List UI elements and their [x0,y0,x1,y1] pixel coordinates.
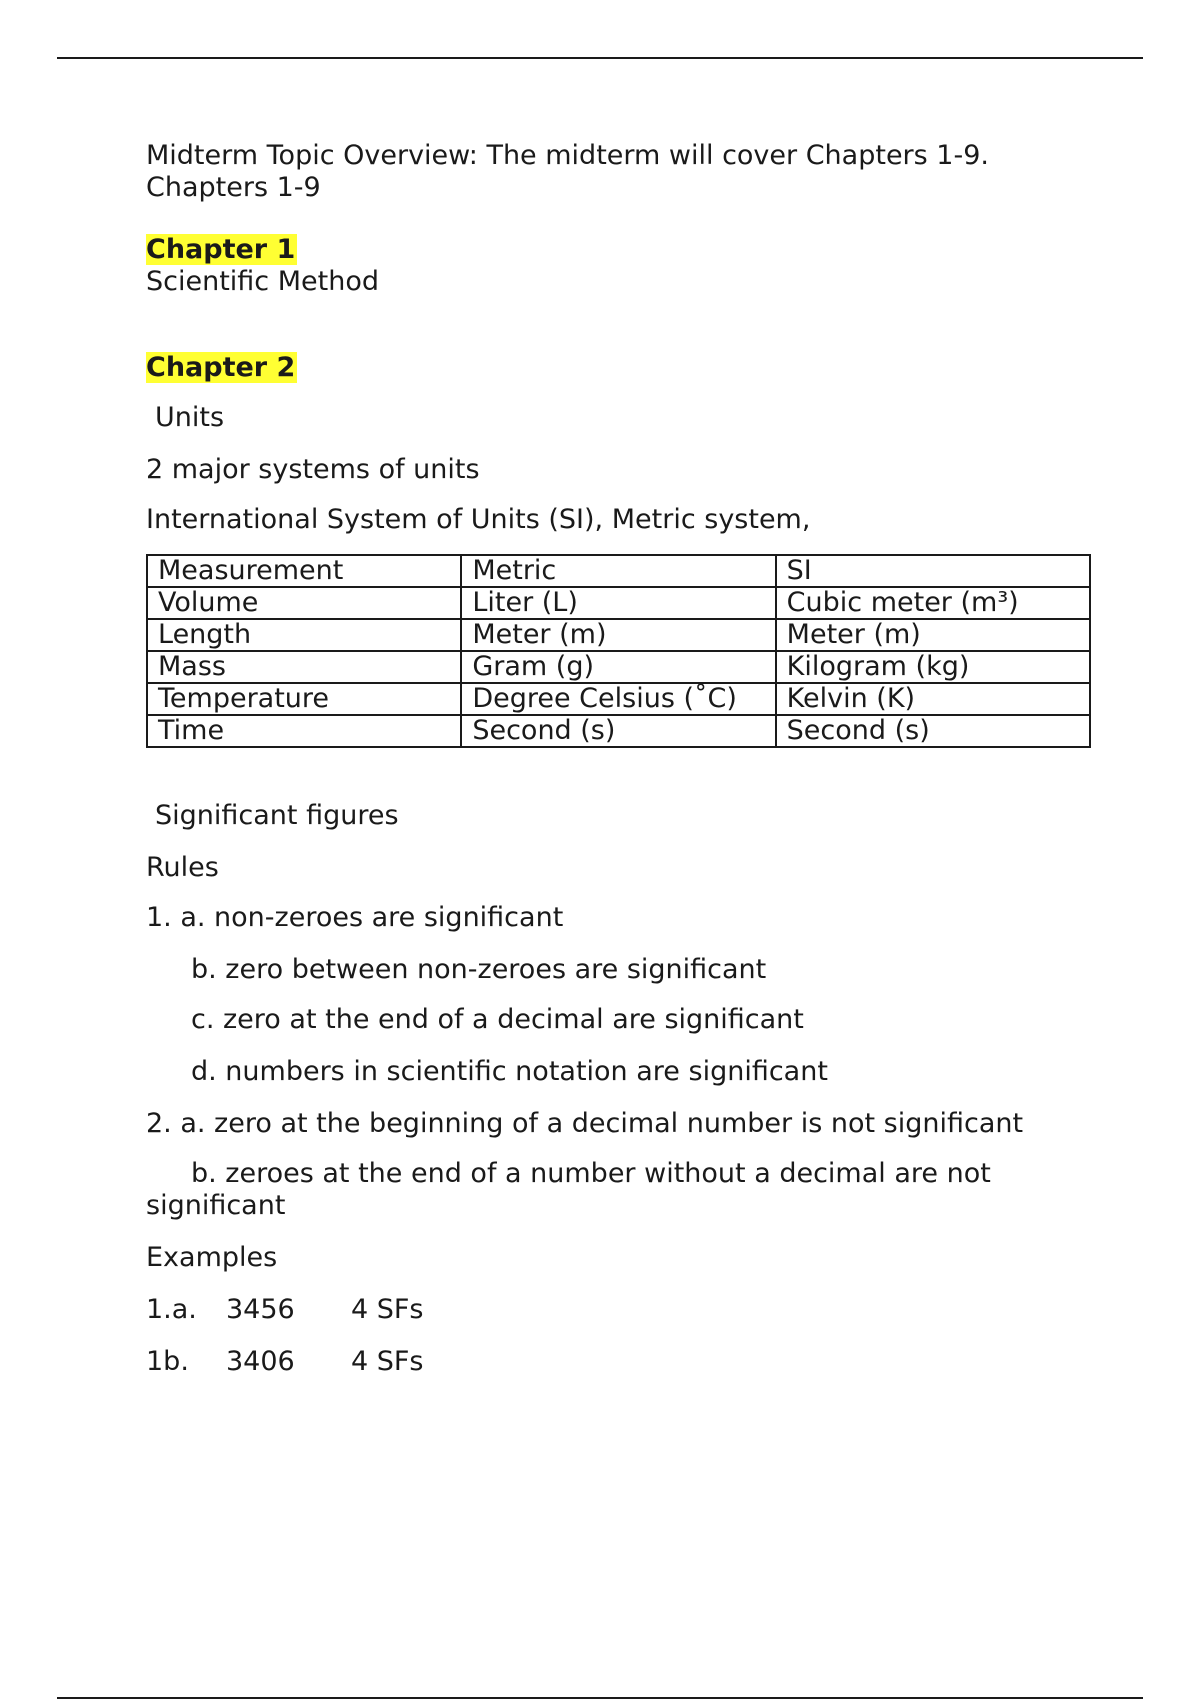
table-cell: Length [147,619,461,651]
table-header-cell: Metric [461,555,775,587]
table-cell: Second (s) [776,715,1090,747]
rule-1b: b. zero between non-zeroes are significant [191,954,767,985]
intro-line-1: Midterm Topic Overview: The midterm will cover Chapters 1-9. [146,140,989,171]
example-label: 1b. [146,1346,189,1377]
intro-line-2: Chapters 1-9 [146,172,321,203]
table-cell: Kelvin (K) [776,683,1090,715]
table-cell: Gram (g) [461,651,775,683]
table-row [147,619,1090,651]
chapter-1-heading-row [146,234,1096,266]
chapter-2-heading-row [146,352,1096,384]
examples-label: Examples [146,1242,278,1273]
table-header-row [147,555,1090,587]
example-number: 3456 [226,1294,295,1325]
table-cell: Volume [147,587,461,619]
rule-1a: 1. a. non-zeroes are significant [146,902,564,933]
sigfigs-heading: Significant figures [155,800,399,831]
rule-1c: c. zero at the end of a decimal are significant [191,1004,804,1035]
table-cell: Degree Celsius (˚C) [461,683,775,715]
chapter-1-topic: Scientific Method [146,266,379,297]
example-label: 1.a. [146,1294,197,1325]
table-cell: Liter (L) [461,587,775,619]
table-row [147,715,1090,747]
example-number: 3406 [226,1346,295,1377]
example-row [146,1346,1096,1378]
table-cell: Meter (m) [776,619,1090,651]
table-header-cell: SI [776,555,1090,587]
units-table [146,554,1091,748]
bottom-rule [57,1697,1143,1699]
chapter-2-heading: Chapter 2 [146,352,296,383]
table-row [147,587,1090,619]
example-result: 4 SFs [351,1346,424,1377]
top-rule [57,57,1143,59]
units-label: Units [155,402,225,433]
document-body [146,140,1096,1378]
table-row [147,651,1090,683]
table-cell: Temperature [147,683,461,715]
table-row [147,683,1090,715]
table-header-cell: Measurement [147,555,461,587]
systems-line: 2 major systems of units [146,454,480,485]
systems-names: International System of Units (SI), Metric system, [146,504,811,535]
table-cell: Mass [147,651,461,683]
table-cell: Time [147,715,461,747]
rule-2b-line-2: significant [146,1190,286,1221]
table-cell: Kilogram (kg) [776,651,1090,683]
table-cell: Meter (m) [461,619,775,651]
example-result: 4 SFs [351,1294,424,1325]
table-cell: Cubic meter (m³) [776,587,1090,619]
table-cell: Second (s) [461,715,775,747]
rule-1d: d. numbers in scientific notation are significant [191,1056,828,1087]
rule-2b-line-1: b. zeroes at the end of a number without a decimal are not [191,1158,991,1189]
rule-2a: 2. a. zero at the beginning of a decimal number is not significant [146,1108,1024,1139]
chapter-1-heading: Chapter 1 [146,234,296,265]
rules-label: Rules [146,852,219,883]
example-row [146,1294,1096,1326]
